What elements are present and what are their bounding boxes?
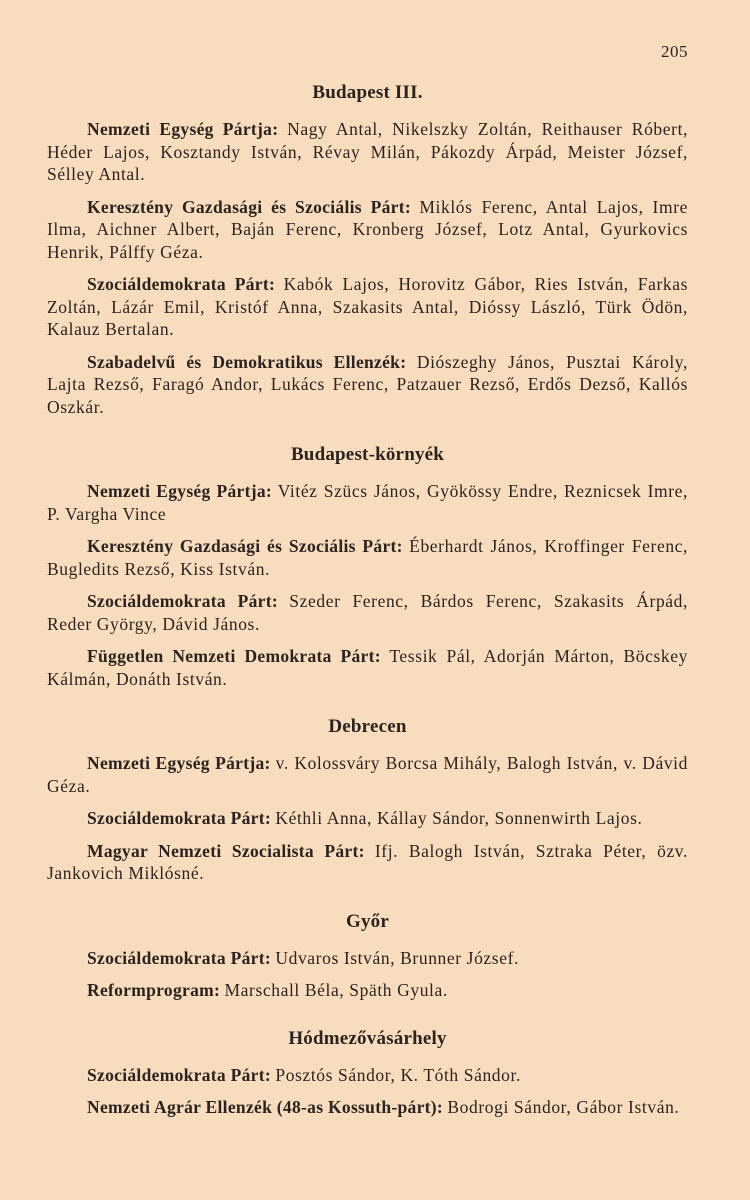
party-entry: [47, 645, 688, 690]
party-entry: [47, 752, 688, 797]
sections: [47, 0, 688, 1119]
party-name: Nemzeti Egység Pártja:: [87, 119, 279, 139]
candidate-names: Posztós Sándor, K. Tóth Sándor.: [275, 1064, 521, 1085]
party-entry: [47, 118, 688, 186]
candidate-names: v. Kolossváry Borcsa Mihály, Balogh István, v. Dávid Géza.: [47, 753, 688, 796]
candidate-names: Bodrogi Sándor, Gábor István.: [447, 1097, 680, 1117]
page-number: 205: [661, 42, 688, 61]
section-hodmezovasarhely: [47, 1028, 688, 1119]
party-entry: [47, 535, 688, 580]
party-name: Keresztény Gazdasági és Szociális Párt:: [87, 536, 403, 556]
candidate-names: Miklós Ferenc, Antal Lajos, Imre Ilma, Aichner Albert, Baján Ferenc, Kronberg József, Lotz Antal, Gyurkovics Henrik, Pálffy Géza.: [47, 196, 688, 262]
candidate-names: Vitéz Szücs János, Gyökössy Endre, Reznicsek Imre, P. Vargha Vince: [47, 481, 689, 524]
section-heading: Budapest III.: [312, 82, 423, 103]
party-entry: [47, 273, 688, 341]
party-entry: [47, 196, 688, 264]
party-name: Szociáldemokrata Párt:: [87, 274, 276, 294]
candidate-names: Kabók Lajos, Horovitz Gábor, Ries István, Farkas Zoltán, Lázár Emil, Kristóf Anna, Szakasits Antal, Dióssy László, Türk Ödön, Kalauz Bertalan.: [47, 274, 689, 339]
candidate-names: Éberhardt János, Kroffinger Ferenc, Bugledits Rezső, Kiss István.: [47, 536, 689, 579]
party-entry: [47, 979, 688, 1002]
party-name: Szociáldemokrata Párt:: [87, 1064, 271, 1085]
party-entry: [47, 807, 688, 830]
candidate-names: Tessik Pál, Adorján Márton, Böcskey Kálmán, Donáth István.: [47, 646, 689, 689]
candidate-names: Ifj. Balogh István, Sztraka Péter, özv. Jankovich Miklósné.: [47, 840, 688, 883]
candidate-names: Nagy Antal, Nikelszky Zoltán, Reithauser Róbert, Héder Lajos, Kosztandy István, Révay Milán, Pákozdy Árpád, Meister József, Sélley Antal.: [47, 119, 689, 184]
section-heading: Győr: [345, 910, 389, 932]
party-entry: [47, 351, 688, 419]
party-entry: [47, 590, 688, 635]
party-name: Szociáldemokrata Párt:: [87, 947, 271, 968]
section-gyor: [47, 911, 688, 1002]
party-entry: [47, 1096, 688, 1119]
section-heading: Budapest-környék: [290, 444, 445, 465]
candidate-names: Szeder Ferenc, Bárdos Ferenc, Szakasits Árpád, Reder György, Dávid János.: [47, 591, 688, 634]
party-entry: [47, 480, 688, 525]
party-name: Szabadelvű és Demokratikus Ellenzék:: [87, 351, 407, 372]
party-name: Reformprogram:: [87, 980, 221, 1000]
party-name: Nemzeti Egység Pártja:: [87, 481, 273, 501]
party-name: Szociáldemokrata Párt:: [87, 591, 278, 611]
party-name: Magyar Nemzeti Szocialista Párt:: [87, 840, 365, 861]
party-name: Nemzeti Agrár Ellenzék (48-as Kossuth-párt):: [87, 1097, 444, 1117]
party-entry: [47, 947, 688, 970]
section-budapest-iii: [47, 82, 688, 418]
candidate-names: Diószeghy János, Pusztai Károly, Lajta Rezső, Faragó Andor, Lukács Ferenc, Patzauer Rezső, Erdős Dezső, Kallós Oszkár.: [47, 351, 688, 417]
party-entry: [47, 840, 688, 885]
section-debrecen: [47, 716, 688, 885]
section-heading: Hódmezővásárhely: [288, 1027, 447, 1049]
section-budapest-kornyek: [47, 444, 688, 690]
party-name: Független Nemzeti Demokrata Párt:: [87, 646, 381, 666]
candidate-names: Udvaros István, Brunner József.: [275, 947, 519, 968]
party-name: Nemzeti Egység Pártja:: [87, 753, 271, 773]
party-name: Szociáldemokrata Párt:: [87, 808, 271, 828]
candidate-names: Kéthli Anna, Kállay Sándor, Sonnenwirth Lajos.: [275, 808, 643, 828]
section-heading: Debrecen: [328, 716, 407, 737]
candidate-names: Marschall Béla, Späth Gyula.: [224, 980, 448, 1000]
party-name: Keresztény Gazdasági és Szociális Párt:: [87, 196, 411, 217]
party-entry: [47, 1064, 688, 1087]
